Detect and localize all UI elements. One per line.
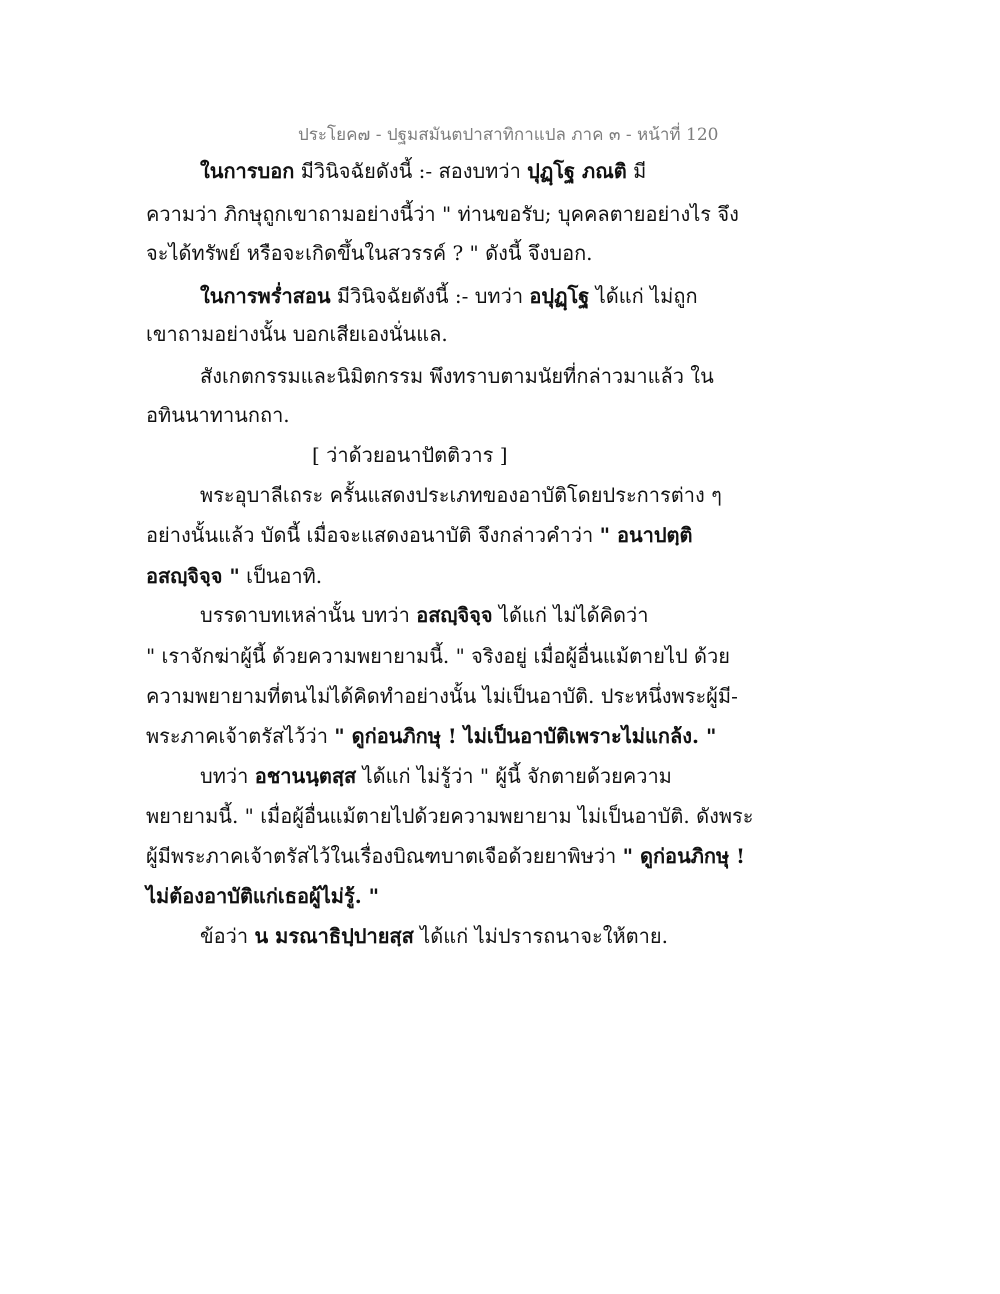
section-heading bbox=[312, 441, 508, 469]
term: อปุฏฺโฐ bbox=[529, 284, 590, 308]
text-span: บทว่า bbox=[200, 764, 255, 788]
text-span: มีวินิจฉัยดังนี้ :- บทว่า bbox=[330, 284, 530, 308]
text-line-6 bbox=[200, 362, 714, 390]
text-line-18 bbox=[146, 842, 745, 870]
text-line-4 bbox=[200, 282, 698, 310]
text-span: มีวินิจฉัยดังนี้ :- สองบทว่า bbox=[294, 159, 528, 183]
text-span: เป็นอาทิ. bbox=[239, 564, 323, 588]
term: ปุฏฺโฐ ภณติ bbox=[527, 159, 627, 183]
text-span: อย่างนั้นแล้ว บัดนี้ เมื่อจะแสดงอนาบัติ จึงกล่าวคำว่า bbox=[146, 523, 600, 547]
text-line-10 bbox=[146, 521, 693, 549]
text-line-17 bbox=[146, 802, 754, 830]
running-header: ประโยค๗ - ปฐมสมันตปาสาทิกาแปล ภาค ๓ - หน้าที่ 120 bbox=[298, 125, 719, 145]
text-line-14 bbox=[146, 682, 738, 710]
text-line-9 bbox=[200, 481, 722, 509]
text-span: [ ว่าด้วยอนาปัตติวาร ] bbox=[312, 443, 508, 467]
term: ในการบอก bbox=[200, 159, 295, 183]
text-span: มี bbox=[626, 159, 647, 183]
text-span: ความพยายามที่ตนไม่ได้คิดทำอย่างนั้น ไม่เป็นอาบัติ. ประหนึ่งพระผู้มี- bbox=[146, 684, 738, 708]
text-line-1 bbox=[200, 157, 646, 185]
term: อสญฺจิจฺจ bbox=[416, 603, 493, 627]
text-line-19 bbox=[146, 882, 379, 910]
text-span: พระอุบาลีเถระ ครั้นแสดงประเภทของอาบัติโดยประการต่าง ๆ bbox=[200, 483, 722, 507]
text-span: พยายามนี้. " เมื่อผู้อื่นแม้ตายไปด้วยความพยายาม ไม่เป็นอาบัติ. ดังพระ bbox=[146, 804, 754, 828]
term: " ดูก่อนภิกษุ ! bbox=[622, 844, 745, 868]
text-line-16 bbox=[200, 762, 672, 790]
text-span: ผู้มีพระภาคเจ้าตรัสไว้ในเรื่องบิณฑบาตเจือด้วยยาพิษว่า bbox=[146, 844, 623, 868]
term: อชานนฺตสฺส bbox=[254, 764, 357, 788]
text-span: " เราจักฆ่าผู้นี้ ด้วยความพยายามนี้. " จริงอยู่ เมื่อผู้อื่นแม้ตายไป ด้วย bbox=[146, 644, 730, 668]
text-span: สังเกตกรรมและนิมิตกรรม พึงทราบตามนัยที่กล่าวมาแล้ว ใน bbox=[200, 364, 714, 388]
text-span: ได้แก่ ไม่รู้ว่า " ผู้นี้ จักตายด้วยความ bbox=[356, 764, 672, 788]
term: ไม่ต้องอาบัติแก่เธอผู้ไม่รู้. " bbox=[146, 884, 380, 908]
text-line-13 bbox=[146, 642, 730, 670]
term: น มรณาธิปฺปายสฺส bbox=[254, 924, 414, 948]
text-line-3 bbox=[146, 239, 593, 267]
text-line-11 bbox=[146, 562, 322, 590]
text-span: อทินนาทานกถา. bbox=[146, 403, 290, 427]
text-span: บรรดาบทเหล่านั้น บทว่า bbox=[200, 603, 417, 627]
term: อสญฺจิจฺจ " bbox=[146, 564, 240, 588]
text-span: ได้แก่ ไม่ได้คิดว่า bbox=[492, 603, 649, 627]
text-span: ได้แก่ ไม่ถูก bbox=[589, 284, 698, 308]
text-span: ได้แก่ ไม่ปรารถนาจะให้ตาย. bbox=[413, 924, 668, 948]
text-line-12 bbox=[200, 601, 649, 629]
text-span: ข้อว่า bbox=[200, 924, 255, 948]
text-line-7 bbox=[146, 401, 290, 429]
text-line-2 bbox=[146, 200, 739, 228]
text-span: พระภาคเจ้าตรัสไว้ว่า bbox=[146, 724, 335, 748]
text-span: จะได้ทรัพย์ หรือจะเกิดขึ้นในสวรรค์ ? " ดังนี้ จึงบอก. bbox=[146, 241, 593, 265]
text-line-15 bbox=[146, 722, 716, 750]
term: " ดูก่อนภิกษุ ! ไม่เป็นอาบัติเพราะไม่แกล้ง. " bbox=[334, 724, 717, 748]
text-line-5 bbox=[146, 320, 448, 348]
text-span: เขาถามอย่างนั้น บอกเสียเองนั่นแล. bbox=[146, 322, 448, 346]
text-line-20 bbox=[200, 922, 668, 950]
term: " อนาปตฺติ bbox=[599, 523, 693, 547]
term: ในการพร่ำสอน bbox=[200, 284, 331, 308]
text-span: ความว่า ภิกษุถูกเขาถามอย่างนี้ว่า " ท่านขอรับ; บุคคลตายอย่างไร จึง bbox=[146, 202, 739, 226]
